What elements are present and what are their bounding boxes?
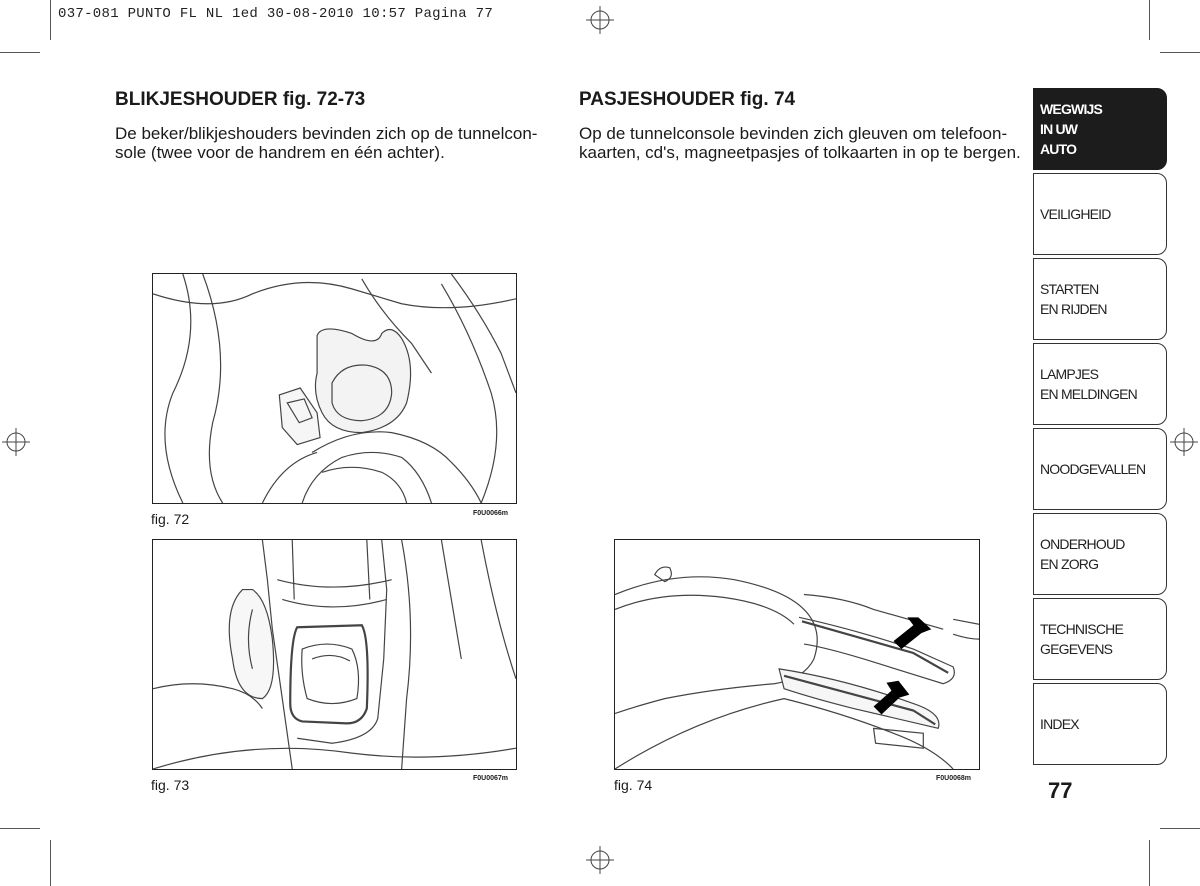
section-text-card-holder-line2: kaarten, cd's, magneetpasjes of tolkaarten in op te bergen. <box>579 143 1021 162</box>
registration-mark-bottom <box>586 846 614 874</box>
tab-label: LAMPJES EN MELDINGEN <box>1040 366 1137 402</box>
tab-label: INDEX <box>1040 716 1079 732</box>
section-title-card-holder: PASJESHOUDER fig. 74 <box>579 89 796 110</box>
tab-onderhoud-en-zorg[interactable] <box>1033 513 1167 595</box>
section-text-card-holder-line1: Op de tunnelconsole bevinden zich gleuven om telefoon- <box>579 124 1008 143</box>
figure-74-code: F0U0068m <box>936 775 972 782</box>
figure-74-image <box>614 539 980 770</box>
tab-label: NOODGEVALLEN <box>1040 461 1146 477</box>
figure-74-caption: fig. 74 <box>614 777 653 793</box>
tab-lampjes-en-meldingen[interactable] <box>1033 343 1167 425</box>
section-text-cup-holder-line1: De beker/blikjeshouders bevinden zich op de tunnelcon- <box>115 124 538 143</box>
tab-veiligheid[interactable] <box>1033 173 1167 255</box>
tab-label: TECHNISCHE GEGEVENS <box>1040 621 1124 657</box>
tab-noodgevallen[interactable] <box>1033 428 1167 510</box>
tab-technische-gegevens[interactable] <box>1033 598 1167 680</box>
figure-73-code: F0U0067m <box>473 775 509 782</box>
tab-label: VEILIGHEID <box>1040 206 1111 222</box>
print-header: 037-081 PUNTO FL NL 1ed 30-08-2010 10:57 Pagina 77 <box>58 6 494 22</box>
registration-mark-top <box>586 6 614 34</box>
tab-index[interactable] <box>1033 683 1167 765</box>
tab-label: WEGWIJS IN UW AUTO <box>1040 101 1103 157</box>
chapter-tabs <box>1033 88 1167 768</box>
registration-mark-right <box>1170 428 1198 456</box>
registration-mark-left <box>2 428 30 456</box>
section-text-cup-holder-line2: sole (twee voor de handrem en één achter). <box>115 143 445 162</box>
tab-label: ONDERHOUD EN ZORG <box>1040 536 1125 572</box>
section-title-cup-holder: BLIKJESHOUDER fig. 72-73 <box>115 89 366 110</box>
figure-73-caption: fig. 73 <box>151 777 190 793</box>
figure-72-image <box>152 273 517 504</box>
figure-72-caption: fig. 72 <box>151 511 190 527</box>
figure-73-image <box>152 539 517 770</box>
tab-wegwijs-in-uw-auto[interactable] <box>1033 88 1167 170</box>
page-number: 77 <box>1048 778 1073 803</box>
figure-72-code: F0U0066m <box>473 510 509 517</box>
tab-starten-en-rijden[interactable] <box>1033 258 1167 340</box>
tab-label: STARTEN EN RIJDEN <box>1040 281 1107 317</box>
